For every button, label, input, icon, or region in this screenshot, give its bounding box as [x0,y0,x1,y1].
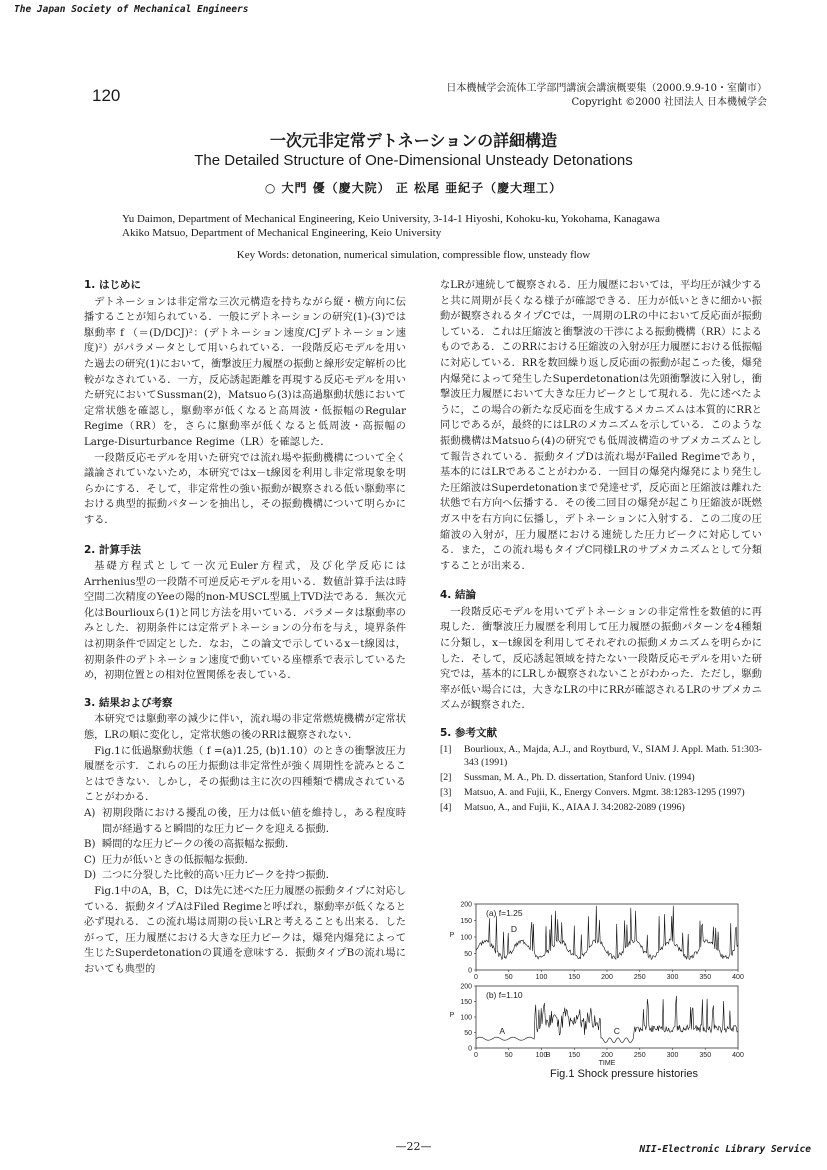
x-tick-label: 250 [633,1052,646,1059]
conference-name: 日本機械学会流体工学部門講演会講演概要集（2000.9.9-10・室蘭市） [446,83,767,94]
conference-info [446,82,767,110]
left-column [84,278,406,978]
x-axis-label: TIME [598,1060,616,1067]
copyright: Copyright ©2000 社団法人 日本機械学会 [571,97,767,108]
x-tick-label: 50 [504,1052,513,1059]
title-japanese: 一次元非定常デトネーションの詳細構造 [269,131,558,150]
section-3-paragraph-1: 本研究では駆動率の減少に伴い，流れ場の非定常燃焼機構が定常状態，LRの順に変化し，定常状態の後のRRは観察されない． [84,714,406,742]
list-item: C) 圧力が低いときの低振幅な振動． [84,854,255,866]
x-tick-label: 0 [474,1052,478,1059]
x-tick-label: 150 [568,974,581,981]
section-4-title: 4. 結論 [440,589,476,602]
paper-number: 120 [92,86,121,105]
reference-item: [4] Matsuo, A., and Fujii, K., AIAA J. 34:2082-2089 (1996) [440,801,685,813]
library-service: NII-Electronic Library Service [639,1144,811,1155]
panel-label: (a) f=1.25 [486,908,523,918]
x-tick-label: 200 [601,1052,613,1059]
y-tick-label: 0 [468,1045,472,1053]
section-1-paragraph-2: 一段階反応モデルを用いた研究では流れ場や振動機構について全く議論されていないため，本研究ではx－t線図を利用し非定常現象を明らかにする．そして，非定常性の強い振動が観察される低い駆動率における典型的振動パターンを抽出し，その振動機構について明らかにする． [84,452,406,526]
list-item: B) 瞬間的な圧力ピークの後の高振幅な振動． [84,839,296,851]
pressure-line [476,996,738,1043]
section-3-title: 3. 結果および考察 [84,696,173,709]
x-tick-label: 350 [699,974,712,981]
keywords: Key Words: detonation, numerical simulation, compressible flow, unsteady flow [236,249,591,261]
y-tick-label: 50 [464,951,472,958]
x-tick-label: 100 [535,974,548,981]
y-tick-label: 100 [460,934,472,942]
figure-caption: Fig.1 Shock pressure histories [550,1068,698,1080]
marker-label-b: B [545,1050,551,1059]
panel-a [450,902,744,982]
reference-item: [2] Sussman, M. A., Ph. D. dissertation, Stanford Univ. (1994) [440,771,695,783]
x-tick-label: 100 [535,1052,548,1059]
y-tick-label: 100 [460,1014,472,1022]
marker-label-d: D [510,924,518,934]
marker-label-a: A [499,1026,506,1036]
y-tick-label: 150 [460,918,472,925]
section-2-title: 2. 計算手法 [84,543,141,556]
y-tick-label: 150 [460,999,472,1006]
section-1-title: 1. はじめに [84,279,141,291]
x-tick-label: 0 [474,974,478,981]
x-tick-label: 400 [732,1052,744,1059]
affiliations [122,212,660,240]
x-tick-label: 50 [504,974,513,981]
list-item: D) 二つに分裂した比較的高い圧力ピークを持つ振動． [84,870,336,882]
figure-1 [440,898,770,1068]
y-axis-label: P [449,1012,455,1019]
section-3-paragraph-4: なLRが連続して観察される．圧力履歴においては，平均圧が減少すると共に周期が長くなる様子が確認できる．圧力が低いときに細かい振動が観察されるタイプCでは，一周期のLRの中において反応面が振動している．これは圧縮波と衝撃波の干渉による振動機構（RR）によるものである．このRRにおける圧縮波の入射が圧力履歴における低振幅に対応している．RRを数回繰り返し反応面の振動が起こった後，爆発内爆発によって発生したSuperdetonationは先頭衝撃波に入射し，衝撃波圧力履歴において大きな圧力ピークとして現れる．先に述べたように，この場合の新たな反応面を生成するメカニズムは本質的にRRと同じであるが，最終的にはLRのメカニズムを示している．このような振動機構はMatsuoら(4)の研究でも低周波構造のサブメカニズムとして報告されている．振動タイプDは流れ場がFailed Regimeであり，基本的にはLRであることがわかる．一回目の爆発内爆発により発生した圧縮波はSuperdetonationまで発達せず，反応面と圧縮波は離れた状態で右方向へ伝播する．その後二回目の爆発が起こり圧縮波が既燃ガス中を右方向に伝播し，デトネーションに入射する．この二度の圧縮波の入射が，圧力履歴における連続した圧力ピークに対応している．また，この流れ場もタイプC同様LRのサブメカニズムとして分類することが出来る． [440,280,762,572]
reference-item: [1] Bourlioux, A., Majda, A.J., and Roytburd, V., SIAM J. Appl. Math. 51:303-343 (1991) [440,743,762,768]
section-5-title: 5. 参考文献 [440,727,497,740]
y-axis-label: P [449,932,455,939]
x-tick-label: 300 [666,1052,679,1059]
section-1-paragraph-1: デトネーションは非定常な三次元構造を持ちながら縦・横方向に伝播することが知られている．一般にデトネーションの研究(1)-(3)では駆動率 f （＝(D/DCJ)²：(デトネーション速度/CJデトネーション速度)²）がパラメータとして用いられている．一段階反応モデルを用いた過去の研究(1)において，衝撃波圧力履歴の振動と線形安定解析の比較がなされている．一方，反応誘起距離を再現する反応モデルを用いた研究においてSussman(2)，Matsuoら(3)は高過駆動状態において定常状態を確認し，駆動率が低くなると高周波・低振幅のRegular Regime（RR）を，さらに駆動率が低くなると低周波・高振幅のLarge-Disurturbance Regime（LR）を確認した． [84,296,406,448]
x-tick-label: 200 [601,974,613,981]
panel-label: (b) f=1.10 [486,990,523,1000]
section-3-paragraph-3: Fig.1中のA，B，C，Dは先に述べた圧力履歴の振動タイプに対応している．振動タイプAはFiled Regimeと呼ばれ，駆動率が低くなると必ず現れる．この流れ場は周期の長いLRと考えることも出来る．したがって，圧力履歴における大きな圧力ピークは，爆発内爆発によって生じたSuperdetonationの貫通を意味する．振動タイプBの流れ場においても典型的 [84,885,406,975]
marker-label-c: C [613,1026,620,1036]
page-number: —22— [395,1140,432,1153]
y-tick-label: 200 [460,983,472,991]
y-tick-label: 0 [468,967,472,975]
reference-item: [3] Matsuo, A. and Fujii, K., Energy Convers. Mgmt. 38:1283-1295 (1997) [440,786,745,798]
x-tick-label: 400 [732,974,744,981]
x-tick-label: 300 [666,974,679,981]
section-2-paragraph-1: 基礎方程式として一次元Euler方程式，及び化学反応にはArrhenius型の一段階不可逆反応モデルを用いる．数値計算手法は時空間二次精度のYeeの陽的non-MUSCL型風上TVD法である．無次元化はBourliouxら(1)と同じ方法を用いている．パラメータは駆動率のみとした．初期条件には定常デトネーションの分布を与え，境界条件は初期条件で固定とした．なお，この論文で示しているx－t線図は，初期条件のデトネーション速度で動いている座標系で表示しているため，初期位置との相対位置関係を表している． [84,561,406,682]
panel-b [450,984,744,1068]
affiliation-1: Yu Daimon, Department of Mechanical Engineering, Keio University, 3-14-1 Hiyoshi, Kohoku-ku, Yokohama, Kanagawa [122,213,660,225]
affiliation-2: Akiko Matsuo, Department of Mechanical Engineering, Keio University [122,227,442,239]
list-item: A) 初期段階における擾乱の後，圧力は低い値を維持し，ある程度時間が経過すると瞬間的な圧力ピークを迎える振動． [84,808,406,835]
authors: ○ 大門 優（慶大院） 正 松尾 亜紀子（慶大理工） [264,181,563,195]
x-tick-label: 150 [568,1052,581,1059]
right-column [440,278,762,816]
section-3-paragraph-2: Fig.1に低過駆動状態（ f =(a)1.25, (b)1.10）のときの衝撃波圧力履歴を示す．これらの圧力振動は非定常性が強く周期性を読みとることはできない．しかし，その振動は主に次の四種類で構成されていることがわかる． [84,745,406,804]
y-tick-label: 50 [464,1030,472,1037]
section-4-paragraph-1: 一段階反応モデルを用いてデトネーションの非定常性を数値的に再現した．衝撃波圧力履歴を利用して圧力履歴の振動パターンを4種類に分類し，x－t線図を利用してそれぞれの振動メカニズムを明らかにした．そして，反応誘起領域を持たない一段階反応モデルを用いた研究では，基本的にLRしか観察されないことがわかった．ただし，駆動率が低い場合には，大きなLRの中にRRが確認されるLRのサブメカニズムが観察された． [440,606,762,712]
society-header: The Japan Society of Mechanical Engineers [14,4,249,15]
x-tick-label: 350 [699,1052,712,1059]
y-tick-label: 200 [460,901,472,909]
title-english: The Detailed Structure of One-Dimensional Unsteady Detonations [194,152,633,169]
x-tick-label: 250 [633,974,646,981]
